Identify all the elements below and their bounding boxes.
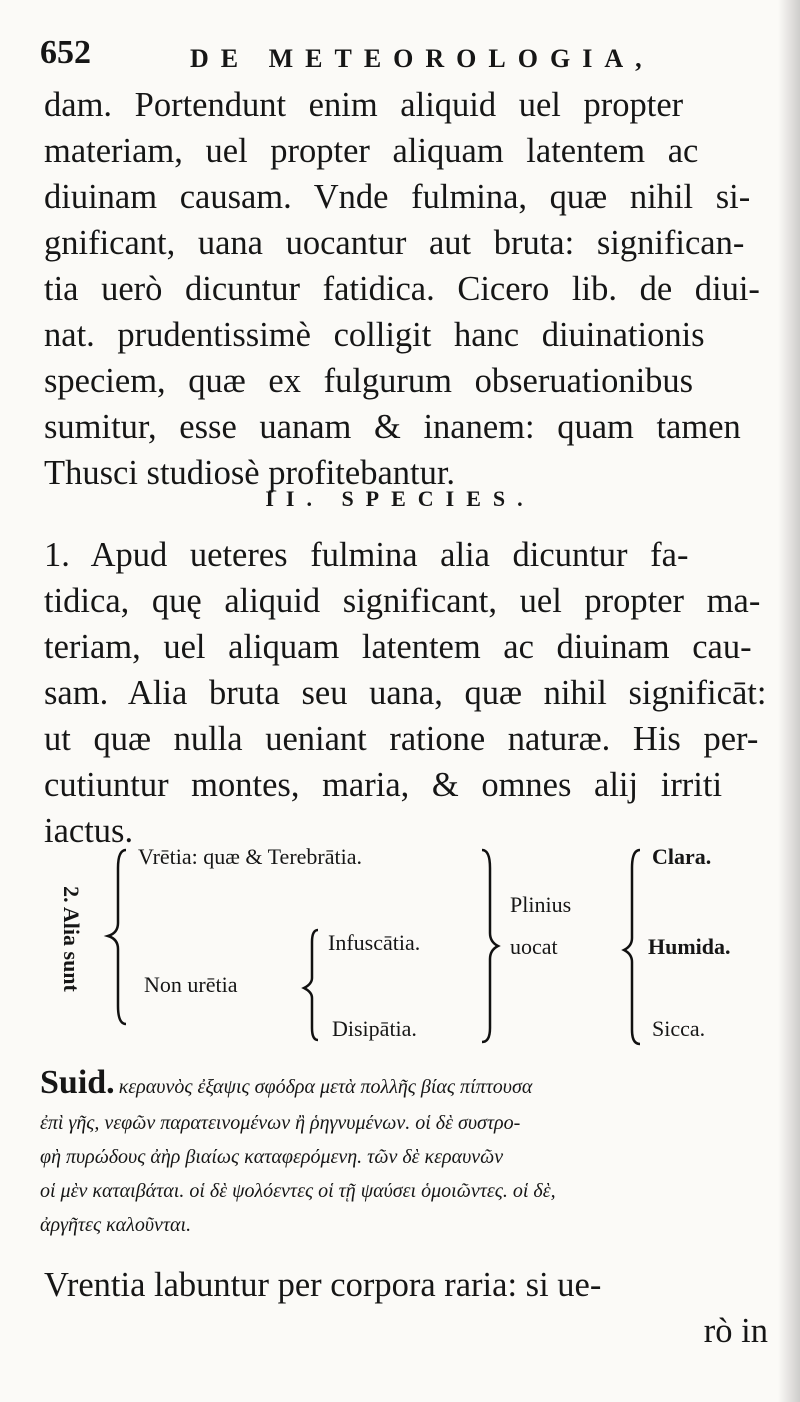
non-urentia-label: Non urētia [144,972,238,997]
text-line: tidica, quę aliquid significant, uel propter ma- [44,582,761,620]
text-line: tia uerò dicuntur fatidica. Cicero lib. de diui- [44,270,760,308]
dissipantia-label: Disipātia. [332,1016,417,1041]
text-line: dam. Portendunt enim aliquid uel propter [44,86,684,124]
greek-line: ἀργῆτες καλοῦνται. [40,1214,192,1236]
greek-text: κεραυνὸς ἐξαψις σφόδρα μετὰ πολλῆς βίας πίπτουσα [118,1076,533,1098]
text-line: Thusci studiosè profitebantur. [44,454,456,492]
running-title: DE METEOROLOGIA, [190,44,654,73]
text-line: teriam, uel aliquam latentem ac diuinam cau- [44,628,752,666]
text-line: diuinam causam. Vnde fulmina, quæ nihil si- [44,178,751,216]
text-line: nat. prudentissimè colligit hanc diuinationis [44,316,705,354]
right-brace [624,850,640,1044]
text-line: 1. Apud ueteres fulmina alia dicuntur fa- [44,536,689,574]
uocat-label: uocat [510,934,558,959]
greek-line: φὴ πυρώδους ἀὴρ βιαίως καταφερόμενη. τῶν δὲ κεραυνῶν [40,1146,504,1168]
suid-reference: Suid. [40,1064,115,1101]
text-line: materiam, uel propter aliquam latentem ac [44,132,699,170]
page-header [40,30,760,80]
clara-label: Clara. [652,844,712,869]
text-line: Vrentia labuntur per corpora raria: si ue- [44,1266,602,1304]
paragraph-3 [44,1262,766,1308]
paragraph-1 [44,82,766,496]
page-number: 652 [40,34,91,71]
text-line: sam. Alia bruta seu uana, quæ nihil significāt: [44,674,767,712]
text-line: gnificant, uana uocantur aut bruta: significan- [44,224,745,262]
non-urentia-brace [304,930,318,1040]
text-line: cutiuntur montes, maria, & omnes alij irriti [44,766,723,804]
humida-label: Humida. [648,934,731,959]
page-edge-shadow [778,0,800,1402]
catchword: rò in [703,1312,768,1350]
urentia-label: Vrētia: quæ & Terebrātia. [138,844,362,869]
greek-line: ἐπὶ γῆς, νεφῶν παρατεινομένων ἢ ῥηγνυμένων. οἱ δὲ συστρο- [40,1112,521,1134]
middle-right-brace [482,850,498,1042]
text-line: ut quæ nulla ueniant ratione naturæ. His per- [44,720,759,758]
greek-quotation [40,1060,780,1242]
text-line: speciem, quæ ex fulgurum obseruationibus [44,362,694,400]
plinius-label: Plinius [510,892,572,917]
classification-diagram [40,838,780,1058]
text-line: sumitur, esse uanam & inanem: quam tamen [44,408,741,446]
side-label-text: 2. Alia sunt [59,886,84,992]
paragraph-2 [44,532,766,854]
text-line: iactus. [44,812,134,850]
sicca-label: Sicca. [652,1016,706,1041]
infuscantia-label: Infuscātia. [328,930,421,955]
section-heading: II. SPECIES. [265,486,535,511]
left-brace [108,850,126,1024]
greek-line [40,1060,780,1106]
greek-line: οἱ μὲν καταιβάται. οἱ δὲ ψολόεντες οἱ τῇ ψαύσει ὁμοιῶντες. οἱ δὲ, [40,1180,556,1202]
